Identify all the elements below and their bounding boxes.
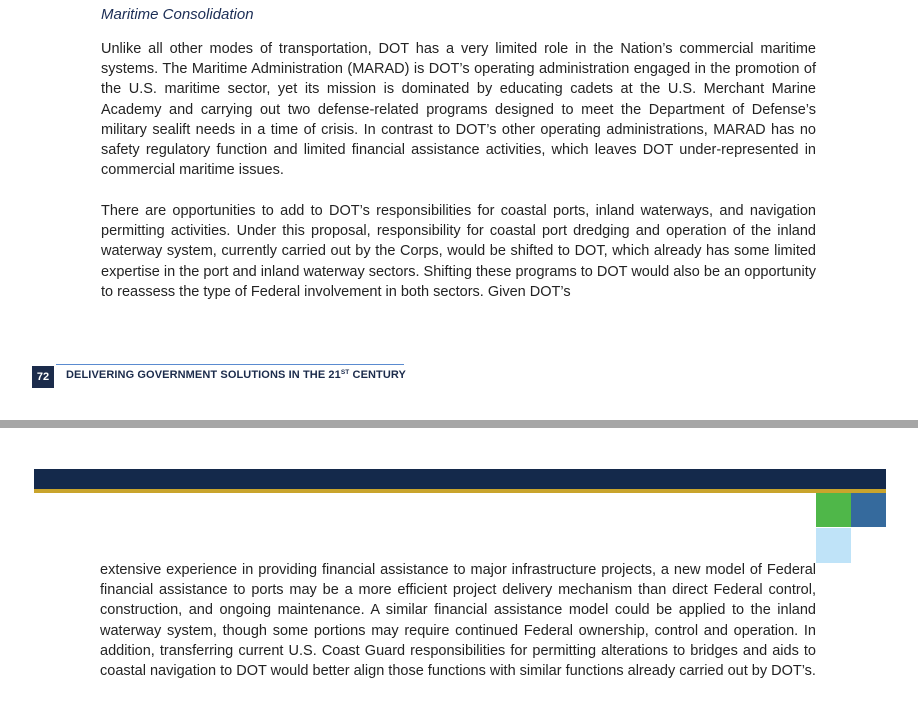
- paragraph-financial-assistance: extensive experience in providing financial assistance to major infrastructure projects, a new model of Federal financial assistance to ports may be a more efficient project delivery mechanism than direct Federal control, construction, and ongoing maintenance. A similar financial assistance model could be applied to the inland waterway system, though some portions may require continued Federal ownership, control and operation. In addition, transferring current U.S. Coast Guard responsibilities for permitting alterations to bridges and aids to coastal navigation to DOT would better align those functions with similar functions already carried out by DOT’s.: [100, 562, 816, 680]
- page-separator: [0, 420, 918, 428]
- decorative-light-blue-block: [816, 528, 851, 563]
- footer-title-superscript: ST: [340, 369, 350, 376]
- page-number-badge: 72: [32, 366, 54, 388]
- paragraph-opportunities: There are opportunities to add to DOT’s responsibilities for coastal ports, inland waterways, and navigation permitting activities. Under this proposal, responsibility for coastal port dredging and operation of the inland waterway system, currently carried out by the Corps, would be shifted to DOT, which already has some limited expertise in the port and inland waterway sectors. Shifting these programs to DOT would also be an opportunity to reassess the type of Federal involvement in both sectors. Given DOT’s: [101, 203, 816, 300]
- page-header-gold-stripe: [34, 489, 886, 493]
- footer-title-prefix: DELIVERING GOVERNMENT SOLUTIONS IN THE 21: [66, 369, 341, 381]
- decorative-blue-block: [851, 493, 886, 527]
- footer-title: [66, 369, 406, 381]
- decorative-green-block: [816, 493, 851, 527]
- footer-title-suffix: CENTURY: [349, 369, 406, 381]
- section-heading: Maritime Consolidation: [101, 6, 254, 23]
- footer-divider: [56, 364, 404, 365]
- paragraph-maritime-role: Unlike all other modes of transportation, DOT has a very limited role in the Nation’s commercial maritime systems. The Maritime Administration (MARAD) is DOT’s operating administration engaged in the promotion of the U.S. maritime sector, yet its mission is dominated by educating cadets at the U.S. Merchant Marine Academy and carrying out two defense-related programs designed to meet the Department of Defense’s military sealift needs in a time of crisis. In contrast to DOT’s other operating administrations, MARAD has no safety regulatory function and limited financial assistance activities, which leaves DOT under-represented in commercial maritime issues.: [101, 41, 816, 179]
- page-header-bar: [34, 469, 886, 489]
